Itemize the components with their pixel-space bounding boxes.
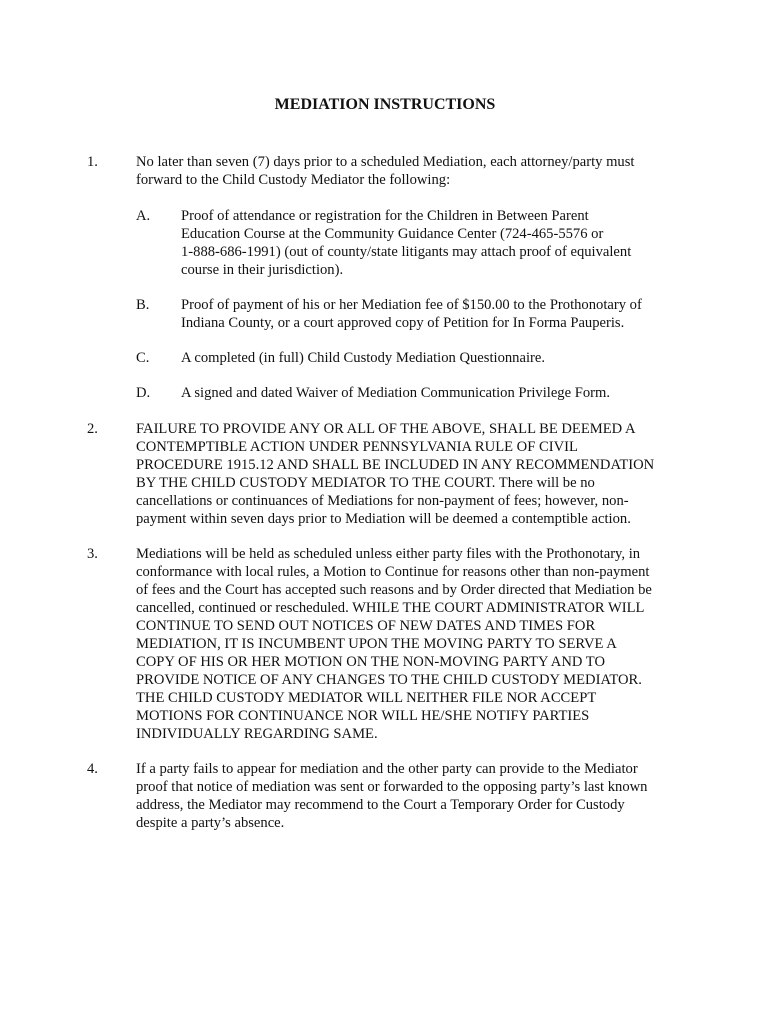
item-text (136, 153, 681, 189)
text-line: CONTINUE TO SEND OUT NOTICES OF NEW DATES AND TIMES FOR (136, 618, 596, 634)
text-line: cancellations or continuances of Mediations for non-payment of fees; however, non- (136, 493, 629, 509)
text-line: PROCEDURE 1915.12 AND SHALL BE INCLUDED IN ANY RECOMMENDATION (136, 457, 655, 473)
text-line: payment within seven days prior to Mediation will be deemed a contemptible action. (136, 511, 631, 527)
subitem-text (181, 207, 681, 279)
text-line: MEDIATION, IT IS INCUMBENT UPON THE MOVING PARTY TO SERVE A (136, 636, 617, 652)
item-text (136, 760, 681, 832)
subitem-letter: A. (136, 208, 151, 224)
text-line: conformance with local rules, a Motion to Continue for reasons other than non-payment (136, 564, 650, 580)
text-line: A completed (in full) Child Custody Mediation Questionnaire. (181, 350, 545, 366)
text-line: Proof of payment of his or her Mediation fee of $150.00 to the Prothonotary of (181, 297, 642, 313)
text-line: THE CHILD CUSTODY MEDIATOR WILL NEITHER FILE NOR ACCEPT (136, 690, 597, 706)
item-text (136, 545, 681, 743)
text-line: INDIVIDUALLY REGARDING SAME. (136, 726, 378, 742)
text-line: Proof of attendance or registration for the Children in Between Parent (181, 208, 589, 224)
text-line: If a party fails to appear for mediation and the other party can provide to the Mediator (136, 761, 638, 777)
text-line: Mediations will be held as scheduled unless either party files with the Prothonotary, in (136, 546, 641, 562)
text-line: MOTIONS FOR CONTINUANCE NOR WILL HE/SHE NOTIFY PARTIES (136, 708, 590, 724)
text-line: CONTEMPTIBLE ACTION UNDER PENNSYLVANIA RULE OF CIVIL (136, 439, 578, 455)
text-line: No later than seven (7) days prior to a scheduled Mediation, each attorney/party must (136, 154, 635, 170)
subitem-letter: B. (136, 297, 150, 313)
text-line: Education Course at the Community Guidance Center (724-465-5576 or (181, 226, 604, 242)
text-line: of fees and the Court has accepted such reasons and by Order directed that Mediation be (136, 582, 652, 598)
text-line: proof that notice of mediation was sent or forwarded to the opposing party’s last known (136, 779, 648, 795)
subitem-letter: C. (136, 350, 150, 366)
text-line: cancelled, continued or rescheduled. WHILE THE COURT ADMINISTRATOR WILL (136, 600, 645, 616)
text-line: 1-888-686-1991) (out of county/state litigants may attach proof of equivalent (181, 244, 632, 260)
subitem-text (181, 296, 681, 332)
text-line: A signed and dated Waiver of Mediation Communication Privilege Form. (181, 385, 610, 401)
page-title: MEDIATION INSTRUCTIONS (274, 96, 496, 113)
text-line: BY THE CHILD CUSTODY MEDIATOR TO THE COURT. There will be no (136, 475, 595, 491)
subitem-text (181, 349, 681, 367)
item-number: 1. (87, 154, 98, 170)
text-line: forward to the Child Custody Mediator the following: (136, 172, 451, 188)
text-line: COPY OF HIS OR HER MOTION ON THE NON-MOVING PARTY AND TO (136, 654, 605, 670)
item-number: 2. (87, 421, 98, 437)
text-line: PROVIDE NOTICE OF ANY CHANGES TO THE CHILD CUSTODY MEDIATOR. (136, 672, 642, 688)
text-line: despite a party’s absence. (136, 815, 285, 831)
subitem-text (181, 384, 681, 402)
item-text (136, 420, 681, 528)
subitem-letter: D. (136, 385, 151, 401)
item-number: 3. (87, 546, 98, 562)
item-number: 4. (87, 761, 98, 777)
text-line: Indiana County, or a court approved copy of Petition for In Forma Pauperis. (181, 315, 625, 331)
text-line: FAILURE TO PROVIDE ANY OR ALL OF THE ABOVE, SHALL BE DEEMED A (136, 421, 636, 437)
text-line: course in their jurisdiction). (181, 262, 344, 278)
text-line: address, the Mediator may recommend to the Court a Temporary Order for Custody (136, 797, 625, 813)
